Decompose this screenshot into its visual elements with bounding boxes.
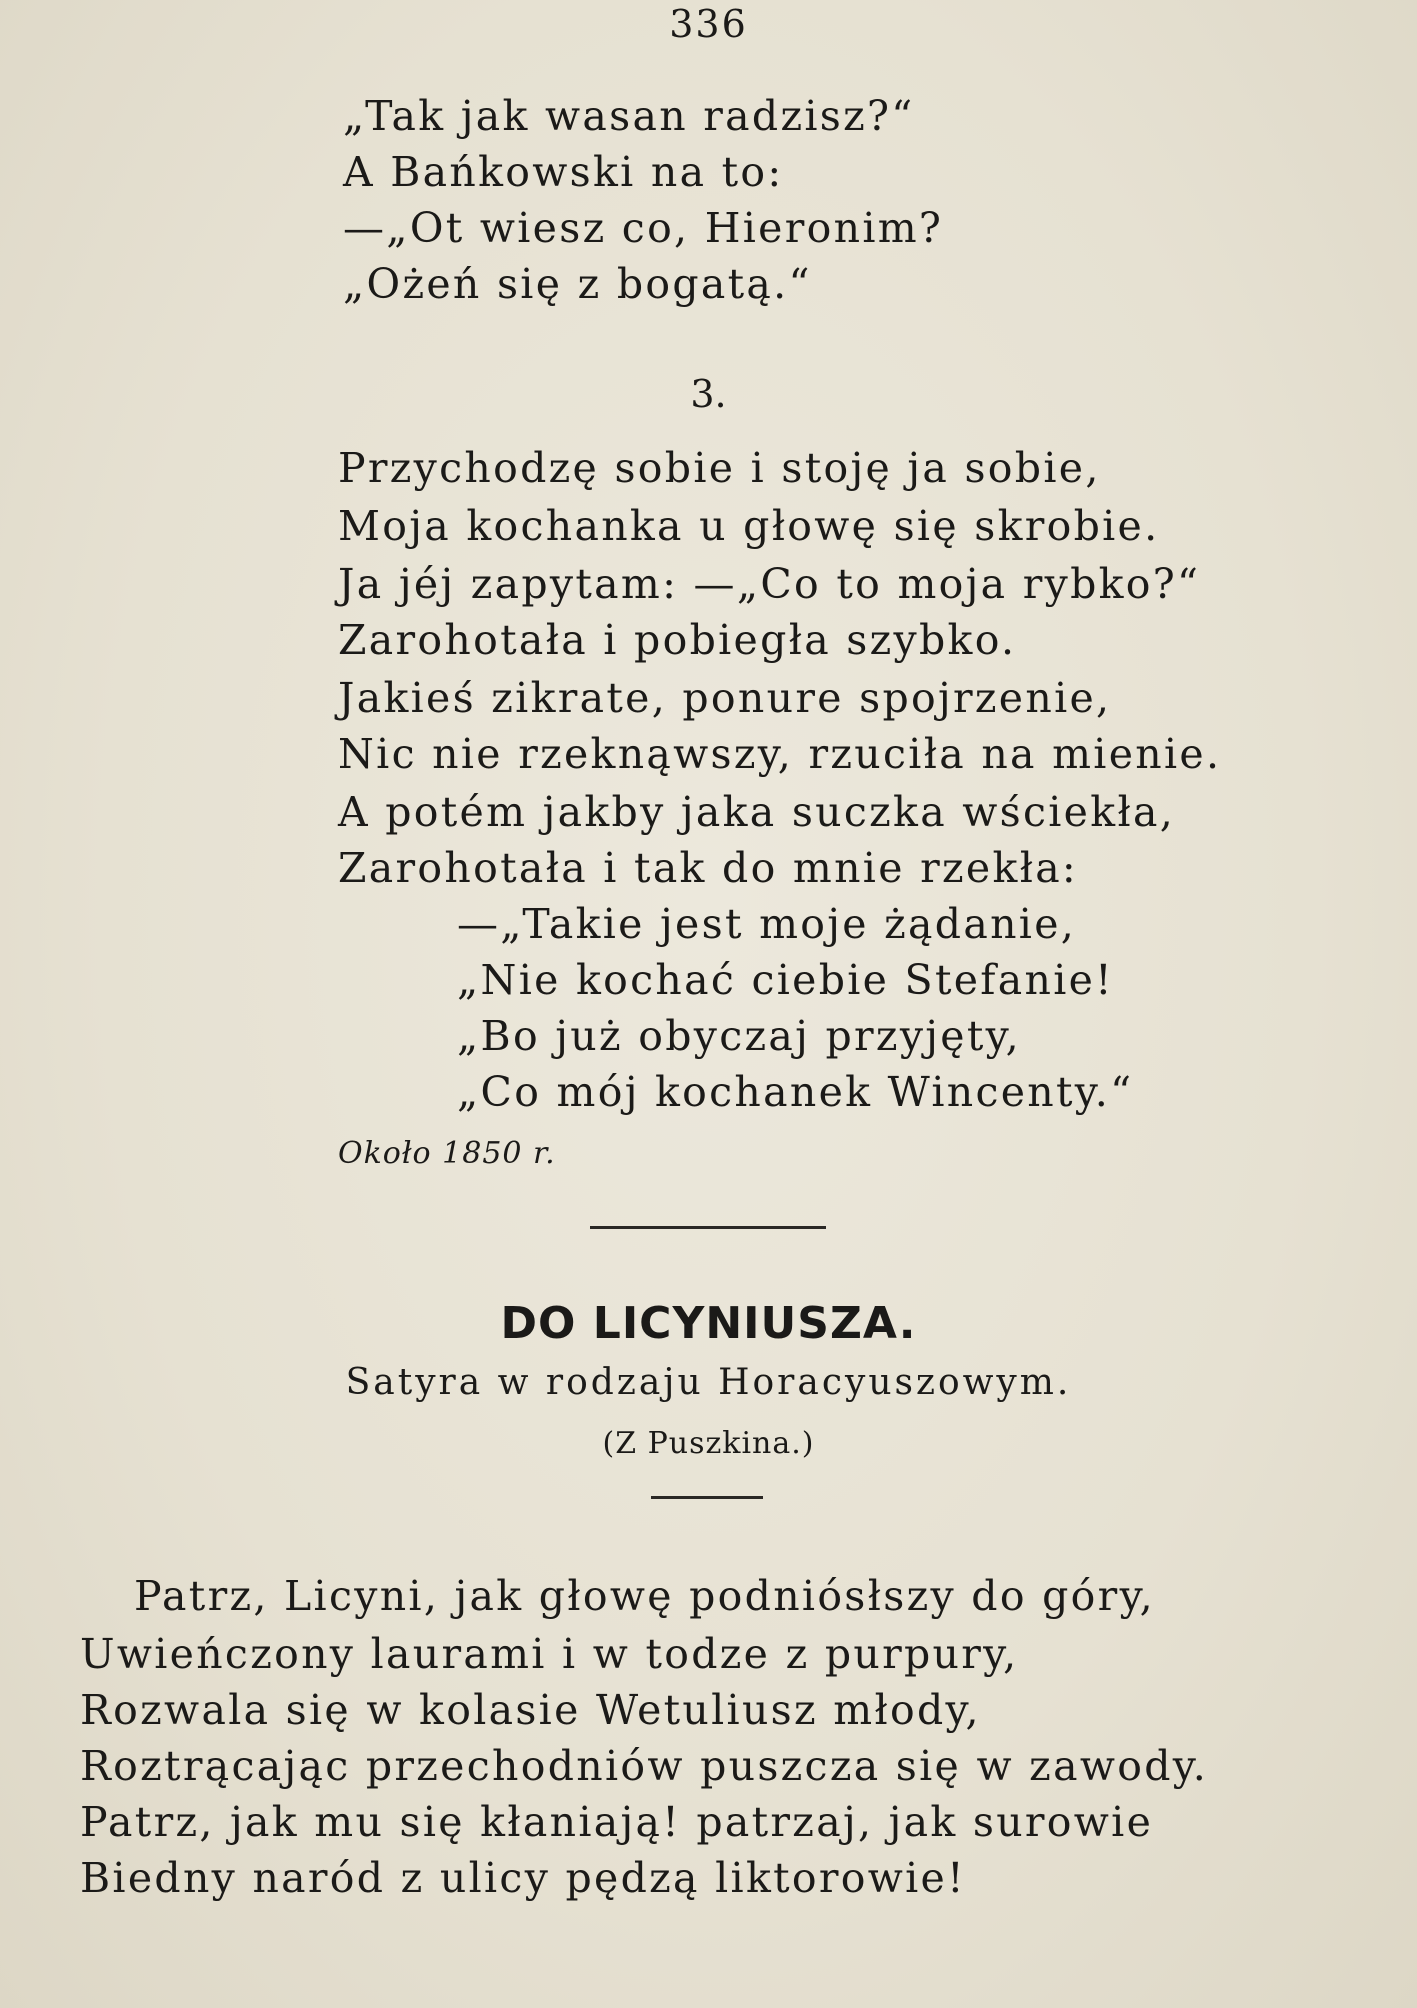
poem-line: Rozwala się w kolasie Wetuliusz młody, [80,1686,981,1734]
poem-line: Biedny naród z ulicy pędzą liktorowie! [80,1854,966,1902]
poem-subtitle: Satyra w rodzaju Horacyuszowym. [345,1362,1072,1403]
poem-line: Uwieńczony laurami i w todze z purpury, [80,1630,1019,1678]
poem-line: „Tak jak wasan radzisz?“ [343,92,915,140]
poem-line: Ja jéj zapytam: —„Co to moja rybko?“ [338,560,1201,608]
poem-line: A Bańkowski na to: [343,148,784,196]
poem-line: „Bo już obyczaj przyjęty, [457,1012,1021,1060]
poem-title: DO LICYNIUSZA. [500,1298,917,1349]
date-note: Około 1850 r. [338,1136,556,1171]
stanza-number: 3. [690,372,727,416]
poem-line: Patrz, Licyni, jak głowę podniósłszy do góry, [134,1572,1155,1620]
section-divider [590,1226,826,1229]
page-number: 336 [669,2,748,46]
poem-source: (Z Puszkina.) [602,1426,815,1461]
poem-line: A potém jakby jaka suczka wściekła, [338,788,1176,836]
poem-line: Jakieś zikrate, ponure spojrzenie, [338,674,1112,722]
poem-line: —„Ot wiesz co, Hieronim? [343,204,944,252]
poem-line: Patrz, jak mu się kłaniają! patrzaj, jak surowie [80,1798,1154,1846]
poem-line: Nic nie rzeknąwszy, rzuciła na mienie. [338,730,1222,778]
poem-line: „Co mój kochanek Wincenty.“ [457,1068,1134,1116]
heading-divider [651,1496,763,1499]
poem-line: „Ożeń się z bogatą.“ [343,260,812,308]
poem-line: Zarohotała i pobiegła szybko. [338,616,1017,664]
poem-line: Moja kochanka u głowę się skrobie. [338,502,1160,550]
poem-line: Roztrącając przechodniów puszcza się w zawody. [80,1742,1209,1790]
poem-line: Zarohotała i tak do mnie rzekła: [338,844,1079,892]
poem-line: —„Takie jest moje żądanie, [457,900,1077,948]
poem-line: „Nie kochać ciebie Stefanie! [457,956,1114,1004]
poem-line: Przychodzę sobie i stoję ja sobie, [338,444,1101,492]
